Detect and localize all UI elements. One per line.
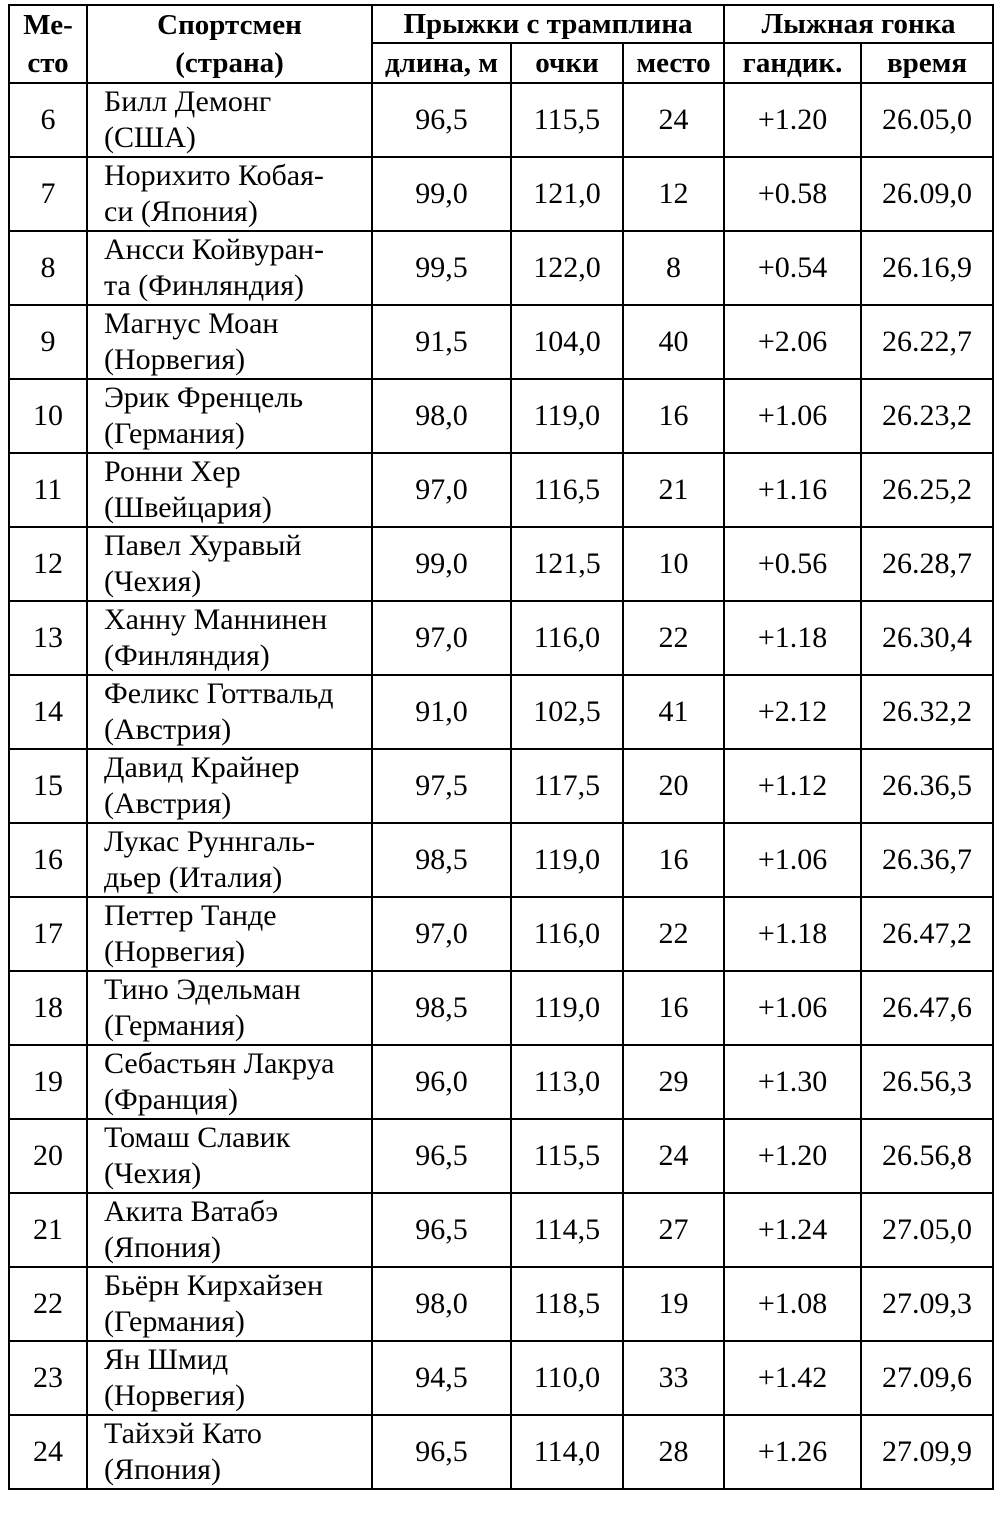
- cell-jump-length: 97,0: [372, 453, 511, 527]
- cell-jump-length: 91,5: [372, 305, 511, 379]
- cell-athlete: Давид Крайнер (Австрия): [87, 749, 372, 823]
- table-row: [9, 1341, 993, 1415]
- cell-jump-length: 96,5: [372, 83, 511, 157]
- cell-handicap: +1.12: [724, 749, 861, 823]
- header-athlete: Спортсмен (страна): [87, 5, 372, 83]
- cell-jump-points: 121,5: [511, 527, 623, 601]
- header-place: Ме- сто: [9, 5, 87, 83]
- table-row: [9, 379, 993, 453]
- cell-time: 26.16,9: [861, 231, 993, 305]
- cell-athlete: Тайхэй Като (Япония): [87, 1415, 372, 1489]
- cell-jump-points: 110,0: [511, 1341, 623, 1415]
- cell-handicap: +1.18: [724, 897, 861, 971]
- cell-athlete: Норихито Кобая- си (Япония): [87, 157, 372, 231]
- cell-jump-points: 119,0: [511, 823, 623, 897]
- cell-jump-length: 98,5: [372, 971, 511, 1045]
- cell-place: 17: [9, 897, 87, 971]
- cell-athlete: Магнус Моан (Норвегия): [87, 305, 372, 379]
- table-row: [9, 749, 993, 823]
- cell-place: 12: [9, 527, 87, 601]
- table-body: [9, 83, 993, 1489]
- cell-jump-length: 96,5: [372, 1193, 511, 1267]
- cell-jump-points: 114,0: [511, 1415, 623, 1489]
- cell-handicap: +0.56: [724, 527, 861, 601]
- cell-jump-length: 98,5: [372, 823, 511, 897]
- cell-place: 23: [9, 1341, 87, 1415]
- cell-place: 6: [9, 83, 87, 157]
- cell-jump-length: 94,5: [372, 1341, 511, 1415]
- cell-handicap: +1.06: [724, 971, 861, 1045]
- cell-time: 27.09,6: [861, 1341, 993, 1415]
- cell-jump-length: 96,5: [372, 1415, 511, 1489]
- cell-handicap: +1.42: [724, 1341, 861, 1415]
- header-ski-race: Лыжная гонка: [724, 5, 993, 43]
- cell-jump-length: 98,0: [372, 1267, 511, 1341]
- cell-jump-place: 12: [623, 157, 724, 231]
- header-jump-points: очки: [511, 43, 623, 83]
- cell-place: 24: [9, 1415, 87, 1489]
- cell-place: 11: [9, 453, 87, 527]
- cell-jump-points: 115,5: [511, 83, 623, 157]
- cell-handicap: +0.58: [724, 157, 861, 231]
- header-ski-jumping: Прыжки с трамплина: [372, 5, 724, 43]
- cell-jump-length: 97,0: [372, 601, 511, 675]
- cell-place: 10: [9, 379, 87, 453]
- cell-jump-points: 119,0: [511, 379, 623, 453]
- cell-jump-points: 113,0: [511, 1045, 623, 1119]
- cell-jump-points: 104,0: [511, 305, 623, 379]
- cell-jump-points: 119,0: [511, 971, 623, 1045]
- cell-handicap: +1.26: [724, 1415, 861, 1489]
- cell-handicap: +2.12: [724, 675, 861, 749]
- table-row: [9, 1267, 993, 1341]
- cell-place: 16: [9, 823, 87, 897]
- cell-athlete: Тино Эдельман (Германия): [87, 971, 372, 1045]
- cell-jump-length: 99,0: [372, 527, 511, 601]
- cell-time: 27.05,0: [861, 1193, 993, 1267]
- cell-athlete: Феликс Готтвальд (Австрия): [87, 675, 372, 749]
- table-row: [9, 527, 993, 601]
- table-row: [9, 305, 993, 379]
- cell-athlete: Ян Шмид (Норвегия): [87, 1341, 372, 1415]
- cell-handicap: +1.30: [724, 1045, 861, 1119]
- cell-athlete: Лукас Руннгаль- дьер (Италия): [87, 823, 372, 897]
- table-row: [9, 601, 993, 675]
- cell-handicap: +1.18: [724, 601, 861, 675]
- cell-place: 7: [9, 157, 87, 231]
- cell-jump-length: 99,0: [372, 157, 511, 231]
- cell-time: 26.36,7: [861, 823, 993, 897]
- table-row: [9, 1119, 993, 1193]
- cell-place: 20: [9, 1119, 87, 1193]
- cell-jump-length: 98,0: [372, 379, 511, 453]
- cell-handicap: +1.20: [724, 1119, 861, 1193]
- cell-handicap: +0.54: [724, 231, 861, 305]
- cell-time: 26.09,0: [861, 157, 993, 231]
- cell-jump-length: 97,0: [372, 897, 511, 971]
- cell-time: 26.28,7: [861, 527, 993, 601]
- cell-place: 15: [9, 749, 87, 823]
- cell-athlete: Бьёрн Кирхайзен (Германия): [87, 1267, 372, 1341]
- cell-jump-place: 33: [623, 1341, 724, 1415]
- cell-jump-place: 24: [623, 83, 724, 157]
- cell-jump-place: 29: [623, 1045, 724, 1119]
- cell-time: 26.23,2: [861, 379, 993, 453]
- cell-jump-length: 97,5: [372, 749, 511, 823]
- cell-time: 26.32,2: [861, 675, 993, 749]
- cell-athlete: Ханну Маннинен (Финляндия): [87, 601, 372, 675]
- cell-jump-points: 116,0: [511, 897, 623, 971]
- cell-place: 9: [9, 305, 87, 379]
- cell-place: 13: [9, 601, 87, 675]
- header-jump-place: место: [623, 43, 724, 83]
- cell-athlete: Ронни Хер (Швейцария): [87, 453, 372, 527]
- cell-time: 27.09,9: [861, 1415, 993, 1489]
- cell-jump-place: 28: [623, 1415, 724, 1489]
- cell-place: 8: [9, 231, 87, 305]
- table-row: [9, 1193, 993, 1267]
- cell-time: 27.09,3: [861, 1267, 993, 1341]
- cell-handicap: +1.06: [724, 823, 861, 897]
- table-row: [9, 897, 993, 971]
- cell-jump-points: 102,5: [511, 675, 623, 749]
- cell-jump-length: 91,0: [372, 675, 511, 749]
- cell-jump-points: 117,5: [511, 749, 623, 823]
- cell-time: 26.36,5: [861, 749, 993, 823]
- cell-jump-place: 27: [623, 1193, 724, 1267]
- cell-time: 26.22,7: [861, 305, 993, 379]
- table-row: [9, 675, 993, 749]
- table-row: [9, 453, 993, 527]
- cell-handicap: +1.20: [724, 83, 861, 157]
- cell-jump-place: 40: [623, 305, 724, 379]
- cell-time: 26.47,2: [861, 897, 993, 971]
- cell-place: 14: [9, 675, 87, 749]
- cell-jump-length: 96,0: [372, 1045, 511, 1119]
- cell-handicap: +1.08: [724, 1267, 861, 1341]
- cell-jump-place: 22: [623, 897, 724, 971]
- cell-athlete: Билл Демонг (США): [87, 83, 372, 157]
- cell-athlete: Томаш Славик (Чехия): [87, 1119, 372, 1193]
- table-row: [9, 231, 993, 305]
- table-row: [9, 823, 993, 897]
- cell-jump-place: 20: [623, 749, 724, 823]
- cell-jump-place: 10: [623, 527, 724, 601]
- results-table: [8, 4, 994, 1490]
- cell-jump-place: 16: [623, 971, 724, 1045]
- cell-athlete: Петтер Танде (Норвегия): [87, 897, 372, 971]
- table-header: [9, 5, 993, 83]
- cell-jump-place: 19: [623, 1267, 724, 1341]
- cell-jump-points: 116,5: [511, 453, 623, 527]
- cell-handicap: +1.06: [724, 379, 861, 453]
- cell-jump-place: 16: [623, 823, 724, 897]
- table-row: [9, 1415, 993, 1489]
- cell-jump-place: 22: [623, 601, 724, 675]
- cell-handicap: +1.24: [724, 1193, 861, 1267]
- cell-place: 18: [9, 971, 87, 1045]
- cell-handicap: +1.16: [724, 453, 861, 527]
- cell-time: 26.56,8: [861, 1119, 993, 1193]
- cell-jump-points: 118,5: [511, 1267, 623, 1341]
- cell-jump-length: 96,5: [372, 1119, 511, 1193]
- cell-jump-points: 121,0: [511, 157, 623, 231]
- cell-jump-points: 115,5: [511, 1119, 623, 1193]
- header-jump-length: длина, м: [372, 43, 511, 83]
- table-row: [9, 83, 993, 157]
- cell-jump-points: 116,0: [511, 601, 623, 675]
- cell-jump-place: 41: [623, 675, 724, 749]
- cell-jump-place: 24: [623, 1119, 724, 1193]
- header-time: время: [861, 43, 993, 83]
- cell-jump-points: 114,5: [511, 1193, 623, 1267]
- table-row: [9, 157, 993, 231]
- cell-athlete: Эрик Френцель (Германия): [87, 379, 372, 453]
- table-row: [9, 1045, 993, 1119]
- cell-jump-length: 99,5: [372, 231, 511, 305]
- cell-athlete: Ансси Койвуран- та (Финляндия): [87, 231, 372, 305]
- cell-jump-points: 122,0: [511, 231, 623, 305]
- cell-athlete: Себастьян Лакруа (Франция): [87, 1045, 372, 1119]
- cell-jump-place: 16: [623, 379, 724, 453]
- cell-time: 26.47,6: [861, 971, 993, 1045]
- cell-handicap: +2.06: [724, 305, 861, 379]
- header-handicap: гандик.: [724, 43, 861, 83]
- cell-time: 26.25,2: [861, 453, 993, 527]
- cell-place: 22: [9, 1267, 87, 1341]
- cell-time: 26.30,4: [861, 601, 993, 675]
- cell-athlete: Павел Хуравый (Чехия): [87, 527, 372, 601]
- cell-place: 21: [9, 1193, 87, 1267]
- cell-time: 26.56,3: [861, 1045, 993, 1119]
- cell-jump-place: 21: [623, 453, 724, 527]
- cell-jump-place: 8: [623, 231, 724, 305]
- cell-place: 19: [9, 1045, 87, 1119]
- cell-time: 26.05,0: [861, 83, 993, 157]
- table-row: [9, 971, 993, 1045]
- cell-athlete: Акита Ватабэ (Япония): [87, 1193, 372, 1267]
